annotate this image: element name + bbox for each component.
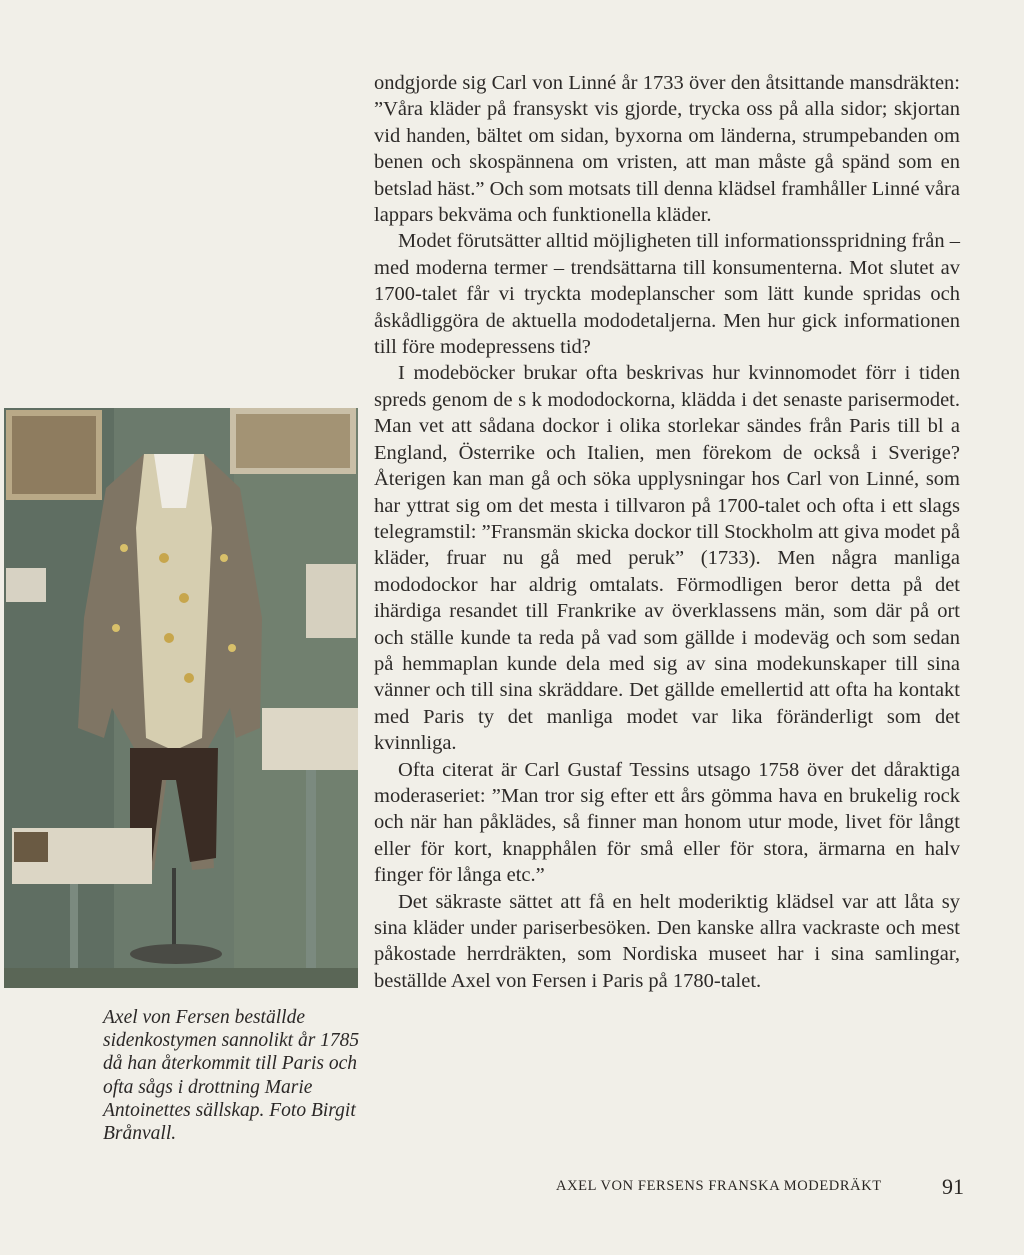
photo-caption — [103, 1006, 363, 1145]
article-body — [374, 70, 960, 994]
costume-photo — [4, 408, 358, 988]
paragraph: ondgjorde sig Carl von Linné år 1733 över den åtsittande mansdräkten: ”Våra kläder på fransyskt vis gjorde, trycka oss på alla sidor; skjortan vid handen, bältet om sidan, byxorna om länderna, strumpebanden om benen och skospännena om vristen, att man måste gå spänd som en betslad häst.” Och som motsats till denna klädsel framhåller Linné våra lappars bekväma och funktionella kläder. — [374, 72, 960, 227]
costume-photo-illustration — [4, 408, 358, 988]
paragraph: Det säkraste sättet att få en helt moderiktig klädsel var att låta sy sina kläder under pariserbesöken. Den kanske allra vackraste och mest påkostade herrdräkten, som Nordiska museet har i sina samlingar, beställde Axel von Fersen i Paris på 1780-talet. — [374, 890, 960, 992]
caption-text: Axel von Fersen beställde sidenkostymen sannolikt år 1785 då han återkommit till Paris och ofta sågs i drottning Marie Antoinettes sällskap. Foto Birgit Brånvall. — [103, 1007, 360, 1145]
page-number: 91 — [942, 1174, 964, 1199]
paragraph: I modeböcker brukar ofta beskrivas hur kvinnomodet förr i tiden spreds genom de s k mododockorna, klädda i det senaste parisermodet. Man vet att sådana dockor i olika storlekar sändes från Paris till bl a England, Österrike och Italien, men förekom de också i Sverige? Återigen kan man gå och söka upplysningar hos Carl von Linné, som har yttrat sig om det mesta i tillvaron på 1700-talet och ofta i ett slags telegramstil: ”Fransmän skicka dockor till Stockholm att giva modet på kläder, fruar nu gå med peruk” (1733). Men några manliga mododockor har aldrig omtalats. Förmodligen beror detta på det ihärdiga resandet till Frankrike av överklassens män, som där på ort och ställe kunde ta reda på vad som gällde i modeväg och som sedan på hemmaplan kunde dela med sig av sina modekunskaper till sina vänner och till sina skräddare. Det gällde emellertid att ofta ha kontakt med Paris ty det manliga modet var lika föränderligt som det kvinnliga. — [374, 362, 960, 755]
paragraph: Ofta citerat är Carl Gustaf Tessins utsago 1758 över det dåraktiga moderaseriet: ”Man tror sig efter ett års gömma hava en brukelig rock och när han påklädes, så finner man honom utur mode, livet för långt eller för kort, knapphålen för små eller för stora, ärmarna en halv finger för långa etc.” — [374, 758, 960, 887]
running-title: AXEL VON FERSENS FRANSKA MODEDRÄKT — [556, 1178, 882, 1194]
paragraph: Modet förutsätter alltid möjligheten till informationsspridning från – med moderna termer – trendsättarna till konsumenterna. Mot slutet av 1700-talet får vi tryckta modeplanscher som lätt kunde spridas och åskådliggöra de aktuella mododetaljerna. Men hur gick informationen till före modepressens tid? — [374, 230, 960, 359]
